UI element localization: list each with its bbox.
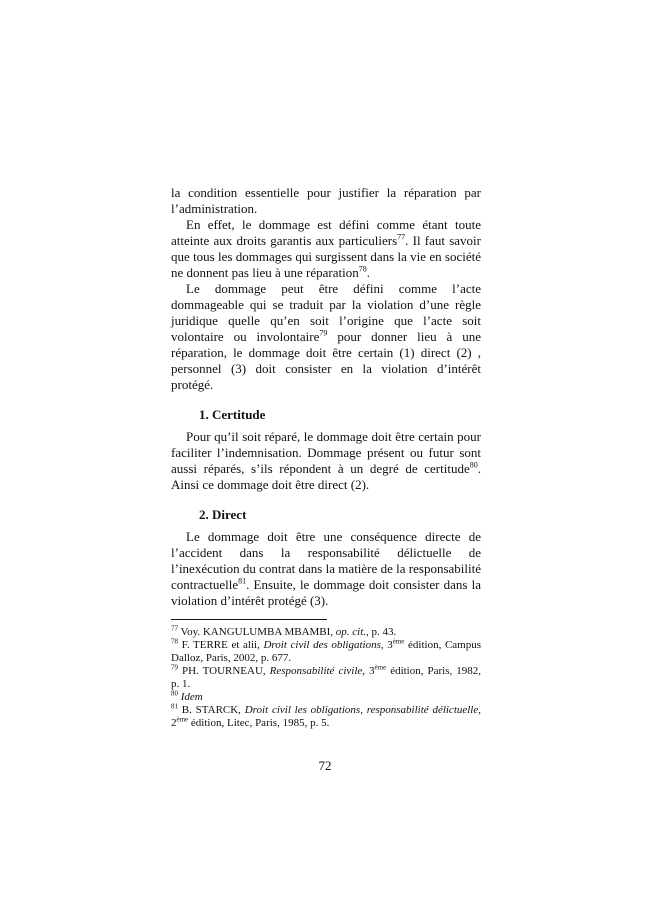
footnote-separator [171,619,327,620]
body-text [171,185,481,609]
paragraph-direct: Le dommage doit être une conséquence directe de l’accident dans la responsabilité délictuelle de l’inexécution du contrat dans la matière de la responsabilité contractuelle$^{81}$. Ensuite, le dommage doit consister dans la violation d’intérêt protégé (3). [171,529,481,608]
footnote-ref-78: 78 [358,264,367,274]
footnote-77: $^{77}$ Voy. KANGULUMBA MBAMBI, op. cit., p. 43. [171,624,397,638]
paragraph-2: En effet, le dommage est défini comme étant toute atteinte aux droits garantis aux particuliers$^{77}$. Il faut savoir que tous les dommages qui surgissent dans la vie en société ne donnent pas lieu à une réparation$^{78}$. [171,217,481,280]
footnote-81: $^{81}$ B. STARCK, Droit civil les obligations, responsabilité délictuelle, 2ème édition, Litec, Paris, 1985, p. 5. [171,702,481,729]
section-heading-certitude: 1. Certitude [199,407,266,422]
footnote-78: $^{78}$ F. TERRE et alii, Droit civil des obligations, 3ème édition, Campus Dalloz, Paris, 2002, p. 677. [171,637,482,664]
paragraph-certitude: Pour qu’il soit réparé, le dommage doit être certain pour faciliter l’indemnisation. Dommage présent ou futur sont aussi réparés, s’ils répondent à un degré de certitude$^{80}$. Ainsi ce dommage doit être direct (2). [171,429,481,492]
footnote-ref-79: 79 [319,328,328,338]
page-number: 72 [318,758,332,773]
paragraph-1: la condition essentielle pour justifier la réparation par l’administration. [171,185,481,216]
footnote-79: $^{79}$ PH. TOURNEAU, Responsabilité civile, 3ème édition, Paris, 1982, p. 1. [171,663,481,690]
footnotes [171,626,481,730]
paragraph-3: Le dommage peut être défini comme l’acte dommageable qui se traduit par la violation d’une règle juridique quelle qu’en soit l’origine que l’acte soit volontaire ou involontaire$^{79}$ pour donner lieu à une réparation, le dommage doit être certain (1) direct (2) , personnel (3) doit consister en la violation d’intérêt protégé. [171,281,481,392]
footnote-ref-77: 77 [397,232,406,242]
section-heading-direct: 2. Direct [199,507,247,522]
footnote-ref-80: 80 [469,460,478,470]
footnote-80: $^{80}$ Idem [171,689,203,703]
footnote-ref-81: 81 [238,576,247,586]
